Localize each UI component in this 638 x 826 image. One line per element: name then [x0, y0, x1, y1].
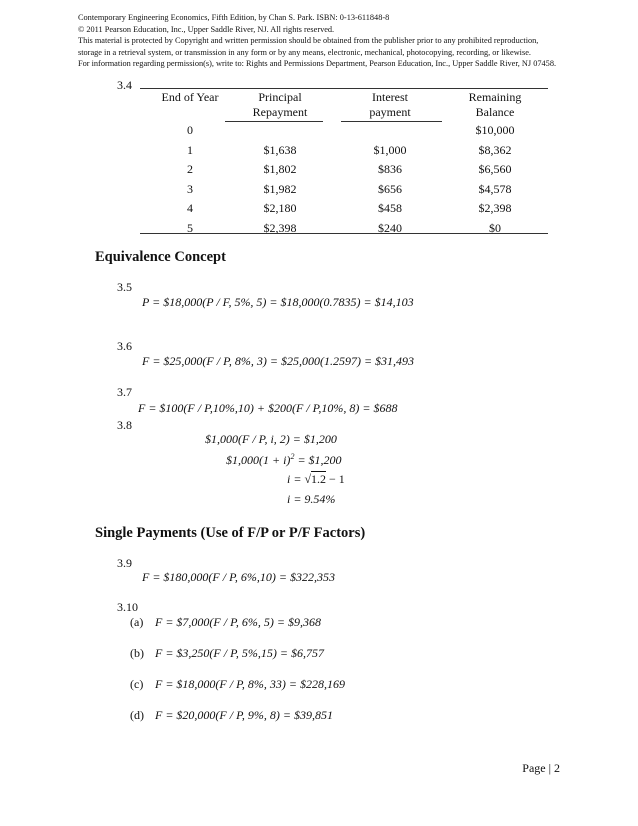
table-cell: $836 — [378, 162, 402, 176]
table-cell: 2 — [187, 162, 193, 176]
problem-number: 3.8 — [117, 418, 132, 432]
table-cell: $8,362 — [478, 142, 512, 157]
table-cell: $10,000 — [475, 123, 515, 137]
table-cell: $1,638 — [263, 142, 297, 157]
problem-number: 3.5 — [117, 280, 132, 294]
table-cell: $656 — [378, 181, 402, 196]
table-cell: 0 — [187, 123, 193, 137]
table-bottom-rule — [140, 233, 548, 234]
section-heading: Single Payments (Use of F/P or P/F Factors) — [95, 525, 366, 541]
equation: F = $18,000(F / P, 8%, 33) = $228,169 — [155, 677, 345, 691]
part-label: (a) — [130, 615, 144, 629]
table-cell: 5 — [187, 220, 193, 235]
table-cell: $1,802 — [263, 162, 297, 176]
column-header: End of Year — [161, 90, 219, 104]
header-line-4: storage in a retrieval system, or transmission in any form or by any means, electronic, mechanical, photocopying, recording, or likewise. — [78, 47, 531, 57]
part-label: (d) — [130, 708, 144, 722]
table-cell: $2,180 — [263, 201, 297, 215]
table-cell: $0 — [489, 220, 501, 235]
problem-number: 3.10 — [117, 600, 138, 614]
table-cell: $4,578 — [478, 181, 512, 196]
equation: F = $20,000(F / P, 9%, 8) = $39,851 — [155, 708, 333, 722]
table-cell: 1 — [187, 142, 193, 157]
table-cell: $2,398 — [263, 220, 297, 235]
table-cell: $1,982 — [263, 181, 297, 196]
equation: i = √1.2 − 1 — [287, 472, 345, 486]
table-cell: $1,000 — [373, 142, 407, 157]
table-cell: $458 — [378, 201, 402, 215]
column-header: Interest payment — [369, 90, 411, 119]
equation: $1,000(F / P, i, 2) = $1,200 — [205, 432, 337, 446]
header-line-1: Contemporary Engineering Economics, Fifth Edition, by Chan S. Park. ISBN: 0-13-611848-8 — [78, 13, 390, 22]
table-cell: $2,398 — [478, 201, 512, 215]
equation: $1,000(1 + i)$^2$ = $1,200 — [226, 452, 342, 467]
section-heading: Equivalence Concept — [95, 249, 226, 265]
part-label: (c) — [130, 677, 144, 691]
table-cell: $240 — [378, 220, 402, 235]
problem-number: 3.7 — [117, 385, 132, 399]
copyright-header — [78, 12, 556, 70]
problem-number: 3.9 — [117, 556, 132, 570]
problem-number: 3.4 — [117, 78, 132, 92]
equation: F = $7,000(F / P, 6%, 5) = $9,368 — [155, 615, 321, 629]
equation: i = 9.54% — [287, 492, 336, 506]
header-line-3: This material is protected by Copyright and written permission should be obtained from the publisher prior to any prohibited reproduction, — [78, 36, 539, 46]
equation: F = $3,250(F / P, 5%,15) = $6,757 — [155, 646, 324, 660]
header-underline — [341, 121, 442, 122]
square-root-icon: √ — [304, 472, 312, 486]
equation: P = $18,000(P / F, 5%, 5) = $18,000(0.7835) = $14,103 — [142, 295, 414, 309]
page-number: Page | 2 — [522, 761, 560, 775]
header-line-5: For information regarding permission(s), write to: Rights and Permissions Department, Pearson Education, Inc., Upper Saddle River, NJ 07458. — [78, 59, 557, 69]
table-cell: 4 — [187, 201, 193, 215]
equation: F = $25,000(F / P, 8%, 3) = $25,000(1.2597) = $31,493 — [142, 354, 415, 368]
equation: F = $100(F / P,10%,10) + $200(F / P,10%, 8) = $688 — [138, 401, 398, 415]
column-header: Remaining Balance — [468, 90, 522, 119]
column-header: Principal Repayment — [252, 90, 308, 119]
table-cell: 3 — [187, 181, 193, 196]
table-cell: $6,560 — [478, 162, 512, 176]
header-underline — [225, 121, 323, 122]
equation: F = $180,000(F / P, 6%,10) = $322,353 — [142, 570, 335, 584]
problem-number: 3.6 — [117, 339, 132, 353]
table-top-rule — [140, 88, 548, 89]
header-line-2: © 2011 Pearson Education, Inc., Upper Saddle River, NJ. All rights reserved. — [78, 24, 335, 34]
part-label: (b) — [130, 646, 144, 660]
